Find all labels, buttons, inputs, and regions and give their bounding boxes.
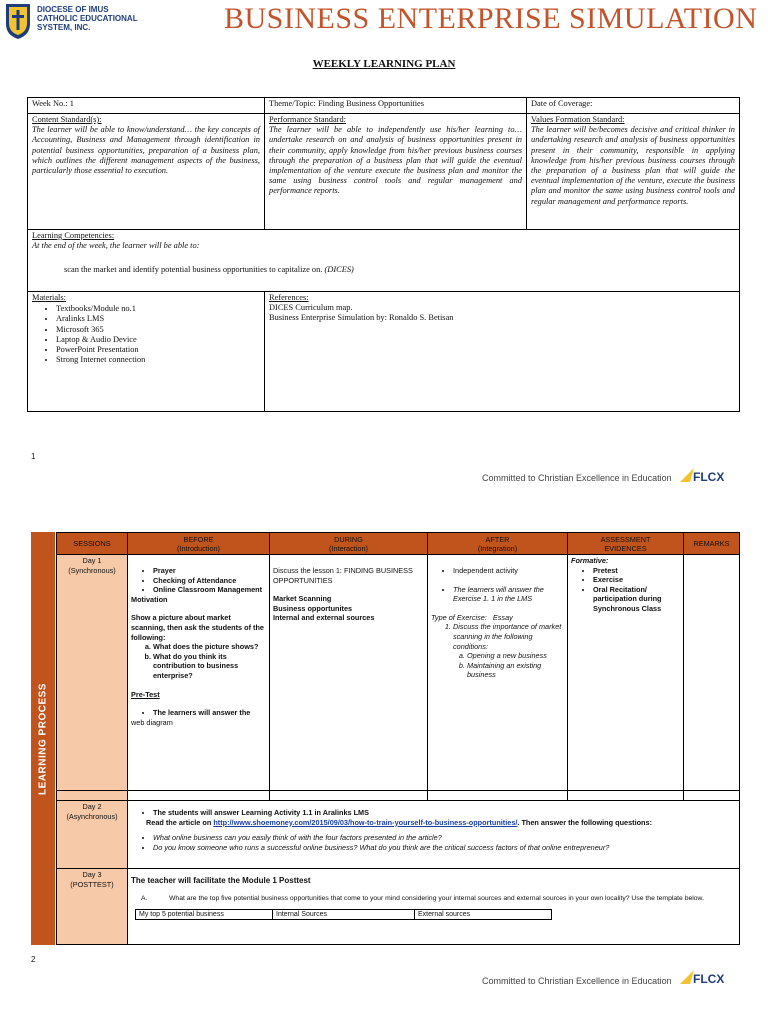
footer-motto: Committed to Christian Excellence in Education bbox=[482, 976, 672, 986]
org-name: DIOCESE OF IMUS CATHOLIC EDUCATIONAL SYSTEM, INC. bbox=[37, 5, 138, 32]
day2-list bbox=[131, 808, 736, 818]
theme-cell: Theme/Topic: Finding Business Opportunities bbox=[265, 98, 527, 114]
day1-session-cell: Day 1 (Synchronous) bbox=[57, 555, 128, 791]
before-list bbox=[131, 566, 266, 595]
day2-session-cell: Day 2 (Asynchronous) bbox=[57, 801, 128, 869]
during-topic: Internal and external sources bbox=[273, 613, 375, 623]
list-item: b. What do you think its contribution to business enterprise? bbox=[153, 652, 266, 681]
pretest-title: Pre-Test bbox=[131, 689, 160, 699]
day1-during-cell bbox=[270, 555, 428, 791]
competency-item: scan the market and identify potential business opportunities to capitalize on. (DICES) bbox=[64, 265, 354, 275]
day1-assessment-cell bbox=[568, 555, 684, 791]
footer-motto: Committed to Christian Excellence in Education bbox=[482, 473, 672, 483]
spacer-cell bbox=[128, 791, 270, 801]
learning-process-table bbox=[56, 532, 740, 945]
materials-list bbox=[32, 304, 260, 365]
day2-content-cell bbox=[128, 801, 740, 869]
list-item: 1. Discuss the importance of market scanning in the following conditions: a. Opening a new business b. Maintaining an existing business bbox=[453, 622, 564, 680]
flcx-logo-text: FLCX bbox=[693, 972, 724, 986]
day1-row bbox=[57, 555, 740, 791]
diocese-logo-icon bbox=[4, 2, 32, 40]
col-sessions: SESSIONS bbox=[57, 533, 128, 555]
materials-title: Materials: bbox=[32, 293, 66, 302]
list-item: a. Opening a new business bbox=[467, 651, 564, 661]
values-standard-text: The learner will be/becomes decisive and critical thinker in undertaking research and analysis of business opportunities present in their community, responsible in applying knowledge from his/her previous business courses through the preparation of a business plan that will guide the eventual implementation of the venture, execute the business plan and monitor the same using business control tools and regular management and performance reports. bbox=[531, 125, 735, 206]
exercise-type: Type of Exercise: Essay bbox=[431, 612, 513, 622]
list-item: • Do you know someone who runs a successful online business? What do you think are the critical success factors of that online entrepreneur? bbox=[153, 843, 736, 853]
materials-cell bbox=[28, 292, 265, 412]
day1-before-cell bbox=[128, 555, 270, 791]
values-standard-title: Values Formation Standard: bbox=[531, 115, 625, 124]
flcx-logo-icon bbox=[680, 466, 724, 486]
list-item: • The students will answer Learning Activity 1.1 in Aralinks LMS bbox=[153, 808, 736, 818]
motivation-text: Show a picture about market scanning, then ask the students of the following: bbox=[131, 613, 264, 642]
references-title: References: bbox=[269, 293, 309, 302]
list-item: • Strong Internet connection bbox=[56, 355, 260, 365]
content-standard-cell bbox=[28, 114, 265, 230]
competencies-cell bbox=[28, 230, 740, 292]
list-item: • Aralinks LMS bbox=[56, 314, 260, 324]
list-item: • Independent activity bbox=[453, 566, 564, 576]
template-header: Internal Sources bbox=[273, 909, 415, 920]
col-after: AFTER (Integration) bbox=[428, 533, 568, 555]
date-cell: Date of Coverage: bbox=[527, 98, 740, 114]
day2-row bbox=[57, 801, 740, 869]
performance-standard-title: Performance Standard: bbox=[269, 115, 346, 124]
learning-process-label: LEARNING PROCESS bbox=[37, 682, 49, 795]
plan-table bbox=[27, 97, 740, 412]
page-number: 1 bbox=[31, 452, 36, 461]
exercise-questions bbox=[431, 622, 564, 680]
spacer-cell bbox=[57, 791, 128, 801]
document-title: WEEKLY LEARNING PLAN bbox=[312, 58, 456, 70]
assessment-title: Formative: bbox=[571, 556, 609, 565]
list-item: • Exercise bbox=[593, 575, 680, 585]
flcx-logo-text: FLCX bbox=[693, 470, 724, 484]
day3-session-cell: Day 3 (POSTTEST) bbox=[57, 869, 128, 945]
exercise-sub-list bbox=[453, 651, 564, 680]
pretest-list bbox=[131, 708, 266, 718]
day2-questions bbox=[131, 833, 736, 852]
performance-standard-cell bbox=[265, 114, 527, 230]
flcx-logo-icon bbox=[680, 968, 724, 988]
assessment-list bbox=[571, 566, 680, 614]
day1-remarks-cell bbox=[684, 555, 740, 791]
competencies-intro: At the end of the week, the learner will be able to: bbox=[32, 241, 200, 251]
during-intro: Discuss the lesson 1: FINDING BUSINESS OPPORTUNITIES bbox=[273, 566, 413, 585]
spacer-cell bbox=[568, 791, 684, 801]
day3-row bbox=[57, 869, 740, 945]
day3-item: A. What are the top five potential business opportunities that come to your mind considering your internal sources and external sources in your own locality? Use the template below. bbox=[141, 894, 704, 902]
learning-process-band bbox=[31, 532, 55, 945]
spacer-cell bbox=[684, 791, 740, 801]
content-standard-title: Content Standard(s): bbox=[32, 115, 102, 124]
reference-item: DICES Curriculum map. bbox=[269, 303, 353, 313]
during-topic: Market Scanning bbox=[273, 594, 332, 604]
banner-title: BUSINESS ENTERPRISE SIMULATION bbox=[224, 2, 758, 35]
col-remarks: REMARKS bbox=[684, 533, 740, 555]
col-assessment: ASSESSMENT EVIDENCES bbox=[568, 533, 684, 555]
day3-content-cell bbox=[128, 869, 740, 945]
list-item: b. Maintaining an existing business bbox=[467, 661, 564, 680]
col-during: DURING (Interaction) bbox=[270, 533, 428, 555]
col-before: BEFORE (Introduction) bbox=[128, 533, 270, 555]
list-item: • Oral Recitation/ participation during Synchronous Class bbox=[593, 585, 680, 614]
after-list bbox=[431, 566, 564, 604]
list-item: • Laptop & Audio Device bbox=[56, 335, 260, 345]
spacer-cell bbox=[270, 791, 428, 801]
list-item: • PowerPoint Presentation bbox=[56, 345, 260, 355]
list-item: • Microsoft 365 bbox=[56, 325, 260, 335]
day3-title: The teacher will facilitate the Module 1 Posttest bbox=[131, 876, 311, 885]
during-topic: Business opportunites bbox=[273, 603, 353, 613]
header-row bbox=[57, 533, 740, 555]
list-item: • The learners will answer the bbox=[153, 708, 266, 718]
list-item: • Prayer bbox=[153, 566, 266, 576]
list-item: a. What does the picture shows? bbox=[153, 642, 266, 652]
article-link[interactable]: http://www.shoemoney.com/2015/09/03/how-to-train-yourself-to-business-opportunities/ bbox=[213, 817, 518, 827]
values-standard-cell bbox=[527, 114, 740, 230]
list-item: • Checking of Attendance bbox=[153, 576, 266, 586]
day1-after-cell bbox=[428, 555, 568, 791]
week-cell: Week No.: 1 bbox=[28, 98, 265, 114]
references-cell bbox=[265, 292, 740, 412]
reference-item: Business Enterprise Simulation by: Ronaldo S. Betisan bbox=[269, 313, 454, 323]
posttest-template-table bbox=[135, 909, 552, 921]
list-item: • The learners will answer the Exercise 1. 1 in the LMS bbox=[453, 585, 564, 604]
content-standard-text: The learner will be able to know/understand… the key concepts of Accounting, Business and Management through identification in potential business opportunities, preparation of a business plan, which outlines the different management aspects of the business, particularly those essential to execution. bbox=[32, 125, 260, 176]
motivation-questions bbox=[131, 642, 266, 680]
spacer-cell bbox=[428, 791, 568, 801]
day2-read-line: Read the article on http://www.shoemoney.com/2015/09/03/how-to-train-yourself-to-business-opportunities/. Then answer the following questions: bbox=[146, 817, 652, 827]
pretest-item-cont: web diagram bbox=[131, 717, 173, 727]
list-item: • What online business can you easily think of with the four factors presented in the article? bbox=[153, 833, 736, 843]
list-item: • Textbooks/Module no.1 bbox=[56, 304, 260, 314]
competencies-title: Learning Competencies: bbox=[32, 231, 115, 240]
template-header: My top 5 potential business bbox=[136, 909, 273, 920]
motivation-title: Motivation bbox=[131, 594, 168, 604]
list-item: • Online Classroom Management bbox=[153, 585, 266, 595]
spacer-row bbox=[57, 791, 740, 801]
template-header: External sources bbox=[415, 909, 552, 920]
list-item: • Pretest bbox=[593, 566, 680, 576]
performance-standard-text: The learner will be able to independently use his/her learning to… undertake research on and analysis of business opportunities present in their community, apply knowledge from his/her previous business courses through the preparation of a business plan that will guide the eventual implementation of the venture execute the business plan and monitor the same using business control tools and regular management and performance reports. bbox=[269, 125, 522, 196]
page-number: 2 bbox=[31, 955, 36, 964]
